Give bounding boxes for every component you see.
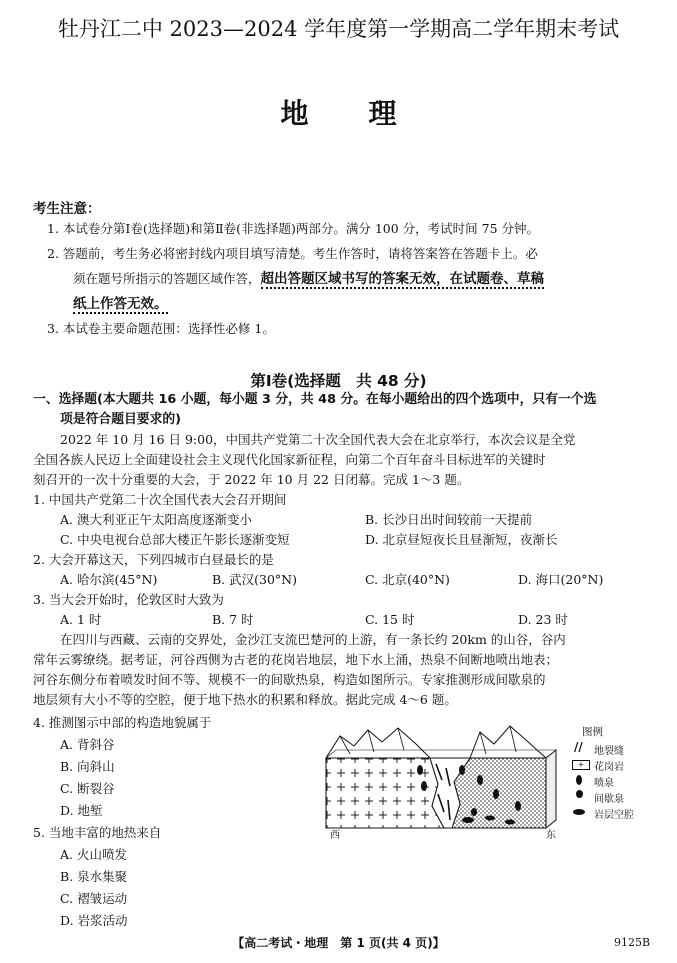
legend-label-spring: 喷泉 (594, 778, 614, 789)
passage1-line3: 刻召开的一次十分重要的大会，于 2022 年 10 月 22 日闭幕。完成 1～3 题。 (33, 472, 470, 487)
q2-option-a: A. 哈尔滨(45°N) (60, 572, 158, 587)
page-footer: 【高二考试・地理 第 1 页(共 4 页)】 (232, 936, 445, 950)
spring-icon (576, 775, 582, 785)
east-label: 东 (546, 830, 556, 841)
granite-icon: + (572, 760, 590, 770)
paper-code: 9125B (614, 936, 651, 949)
legend (570, 740, 660, 820)
q5-option-b: B. 泉水集聚 (60, 869, 128, 884)
q4-option-c: C. 断裂谷 (60, 781, 115, 796)
fissure-icon: // (574, 740, 583, 754)
legend-label-geyser: 间歇泉 (594, 794, 624, 805)
block-side (546, 750, 556, 828)
notice-item-2-plain: 须在题号所指示的答题区域作答， (73, 271, 261, 286)
geology-figure (320, 724, 660, 846)
legend-item-granite (570, 756, 660, 772)
legend-item-spring (570, 772, 660, 788)
passage2-line4: 地层须有大小不等的空腔，便于地下热水的积累和释放。据此完成 4～6 题。 (33, 692, 457, 707)
section-instruction-line2: 项是符合题目要求的) (60, 412, 182, 427)
passage1-line1: 2022 年 10 月 16 日 9:00，中国共产党第二十次全国代表大会在北京举行，本次会议是全党 (60, 432, 576, 447)
legend-label-fissure: 地裂缝 (594, 746, 624, 757)
notice-item-2-bold: 超出答题区域书写的答案无效，在试题卷、草稿 (260, 271, 545, 287)
q1-option-a: A. 澳大利亚正午太阳高度逐渐变小 (60, 512, 252, 527)
q5-stem: 5. 当地丰富的地热来自 (33, 825, 162, 840)
exam-title: 牡丹江二中 2023—2024 学年度第一学期高二学年期末考试 (57, 17, 620, 41)
q1-option-d: D. 北京昼短夜长且昼渐短，夜渐长 (365, 532, 558, 547)
notice-heading: 考生注意： (33, 201, 101, 217)
q4-stem: 4. 推测图示中部的构造地貌属于 (33, 715, 212, 730)
passage2-line1: 在四川与西藏、云南的交界处，金沙江支流巴楚河的上游，有一条长约 20km 的山谷，谷内 (60, 632, 566, 647)
q1-stem: 1. 中国共产党第二十次全国代表大会召开期间 (33, 492, 287, 507)
q3-option-d: D. 23 时 (518, 612, 568, 627)
q3-option-b: B. 7 时 (212, 612, 254, 627)
legend-label-cavity: 岩层空腔 (594, 810, 634, 821)
q2-option-c: C. 北京(40°N) (365, 572, 450, 587)
q5-option-c: C. 褶皱运动 (60, 891, 128, 906)
passage2-line2: 常年云雾缭绕。据考证，河谷西侧为古老的花岗岩地层，地下水上涌，热泉不间断地喷出地表； (33, 652, 559, 667)
q3-stem: 3. 当大会开始时，伦敦区时大致为 (33, 592, 224, 607)
legend-item-geyser (570, 788, 660, 804)
notice-item-2-line1: 2. 答题前，考生务必将密封线内项目填写清楚。考生作答时，请将答案答在答题卡上。必 (47, 246, 538, 261)
notice-item-2-line3 (73, 295, 168, 313)
q2-option-d: D. 海口(20°N) (518, 572, 604, 587)
notice-item-2-line2 (73, 270, 544, 288)
q2-stem: 2. 大会开幕这天，下列四城市白昼最长的是 (33, 552, 274, 567)
q4-option-d: D. 地堑 (60, 803, 103, 818)
legend-item-cavity (570, 804, 660, 820)
legend-item-fissure (570, 740, 660, 756)
q5-option-d: D. 岩浆活动 (60, 913, 128, 928)
cavity-icon (573, 809, 585, 815)
q2-option-b: B. 武汉(30°N) (212, 572, 297, 587)
section-title: 第Ⅰ卷(选择题 共 48 分) (250, 372, 427, 390)
legend-title: 图例 (582, 726, 603, 738)
q4-option-a: A. 背斜谷 (60, 737, 115, 752)
q5-option-a: A. 火山喷发 (60, 847, 127, 862)
q4-option-b: B. 向斜山 (60, 759, 115, 774)
notice-item-3: 3. 本试卷主要命题范围：选择性必修 1。 (47, 321, 275, 336)
granite-block (326, 758, 444, 828)
passage1-line2: 全国各族人民迈上全面建设社会主义现代化国家新征程，向第二个百年奋斗目标进军的关键时 (33, 452, 546, 467)
legend-label-granite: 花岗岩 (594, 762, 624, 773)
q1-option-c: C. 中央电视台总部大楼正午影长逐渐变短 (60, 532, 290, 547)
west-label: 西 (330, 830, 340, 841)
geyser-icon (576, 790, 583, 798)
notice-item-1: 1. 本试卷分第Ⅰ卷(选择题)和第Ⅱ卷(非选择题)两部分。满分 100 分，考试时间 75 分钟。 (47, 221, 539, 236)
notice-item-2-bold-2: 纸上作答无效。 (73, 296, 168, 312)
section-instruction-line1: 一、选择题(本大题共 16 小题，每小题 3 分，共 48 分。在每小题给出的四个选项中，只有一个选 (33, 392, 597, 407)
q3-option-a: A. 1 时 (60, 612, 102, 627)
subject-title: 地理 (280, 97, 457, 130)
q3-option-c: C. 15 时 (365, 612, 415, 627)
q1-option-b: B. 长沙日出时间较前一天提前 (365, 512, 533, 527)
passage2-line3: 河谷东侧分布着喷发时间不等、规模不一的间歇热泉，构造如图所示。专家推测形成间歇泉的 (33, 672, 546, 687)
terrain-top (326, 728, 430, 758)
